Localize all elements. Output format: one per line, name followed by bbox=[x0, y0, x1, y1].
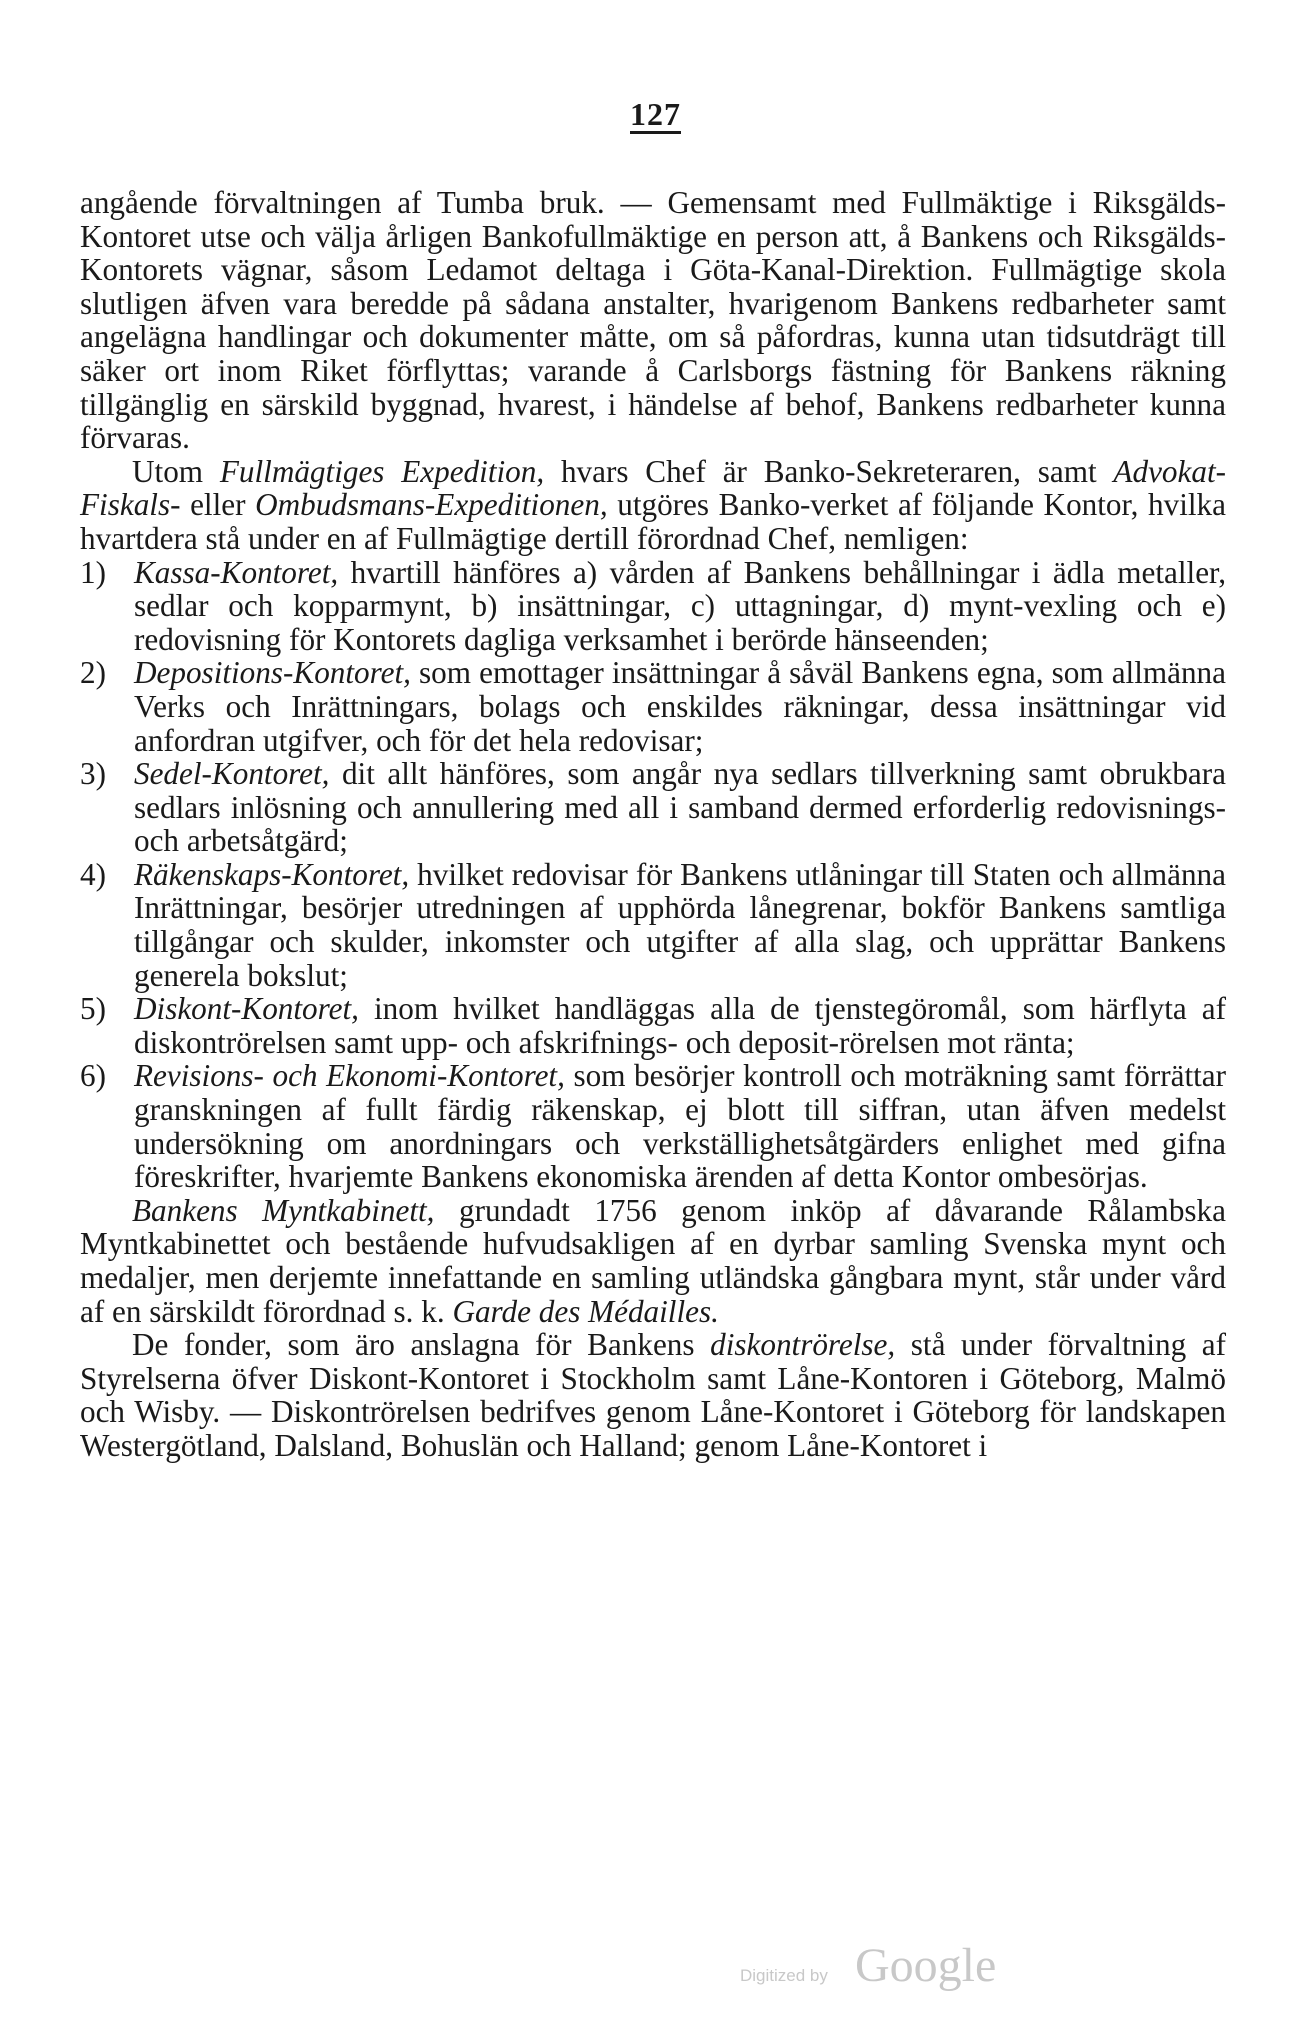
list-item-sedel bbox=[80, 757, 1226, 858]
text-body bbox=[80, 186, 1226, 1463]
google-watermark bbox=[740, 1938, 1040, 1998]
text-run: utgöres Banko-verket af följande Kontor, hvilka hvartdera stå under en af Fullmägtige dertill förordnad Chef, nemligen: bbox=[80, 487, 1226, 556]
text-run: De fonder, som äro anslagna för Bankens bbox=[132, 1327, 711, 1363]
text-run: eller bbox=[180, 487, 256, 523]
list-title: Sedel-Kontoret, bbox=[134, 756, 330, 792]
italic-term: Bankens Myntkabinett, bbox=[132, 1192, 435, 1228]
list-number: 4) bbox=[80, 856, 106, 892]
list-text: hvartill hänföres a) vården af Bankens behållningar i ädla metaller, sedlar och kopparmynt, b) insättningar, c) uttagningar, d) mynt-vexling och e) redovisning för Kontorets dagliga verksamhet i berörde hänseenden; bbox=[134, 554, 1226, 657]
page-number: 127 bbox=[630, 96, 681, 132]
list-item-diskont bbox=[80, 992, 1226, 1059]
list-number: 5) bbox=[80, 991, 106, 1027]
italic-term: diskontrörelse, bbox=[710, 1327, 896, 1363]
list-title: Kassa-Kontoret, bbox=[134, 554, 339, 590]
list-text: dit allt hänföres, som angår nya sedlars tillverkning samt obrukbara sedlars inlösning och annullering med all i samband dermed erforderlig redovisnings- och arbetsåtgärd; bbox=[134, 756, 1226, 859]
italic-term: Fullmägtiges Expedition, bbox=[219, 453, 545, 489]
list-item-kassa bbox=[80, 556, 1226, 657]
list-item-rakenskaps bbox=[80, 858, 1226, 992]
list-title: Depositions-Kontoret, bbox=[134, 655, 411, 691]
text-run: grundadt 1756 genom inköp af dåvarande Rålambska Myntkabinettet och bestående hufvudsakligen af en dyrbar samling Svenska mynt och medaljer, men derjemte innefattande en samling utländska gångbara mynt, står under vård af en särskildt förordnad s. k. bbox=[80, 1192, 1226, 1329]
list-number: 3) bbox=[80, 756, 106, 792]
text-run: stå under förvaltning af Styrelserna öfver Diskont-Kontoret i Stockholm samt Låne-Kontoren i Göteborg, Malmö och Wisby. — Diskontrörelsen bedrifves genom Låne-Kontoret i Göteborg för landskapen Westergötland, Dalsland, Bohuslän och Halland; genom Låne-Kontoret i bbox=[80, 1327, 1227, 1463]
italic-term: Ombudsmans-Expeditionen, bbox=[255, 487, 608, 523]
italic-term: Advokat-Fiskals- bbox=[80, 453, 1226, 523]
paragraph-kontor-intro bbox=[80, 455, 1226, 556]
italic-term: Garde des Médailles. bbox=[452, 1293, 719, 1329]
list-text: hvilket redovisar för Bankens utlåningar till Staten och allmänna Inrättningar, besörjer utredningen af upphörda lånegrenar, bokför Bankens samtliga tillgångar och skulder, inkomster och utgifter af alla slag, och upprättar Bankens generela bokslut; bbox=[134, 856, 1226, 993]
paragraph-myntkabinett bbox=[80, 1194, 1226, 1328]
list-item-revisions bbox=[80, 1059, 1226, 1193]
list-item-depositions bbox=[80, 656, 1226, 757]
list-title: Räkenskaps-Kontoret, bbox=[134, 856, 410, 892]
list-number: 2) bbox=[80, 655, 106, 691]
list-number: 6) bbox=[80, 1058, 106, 1094]
paragraph-fonder bbox=[80, 1328, 1226, 1462]
list-text: som emottager insättningar å såväl Bankens egna, som allmänna Verks och Inrättningars, bolags och enskildes räkningar, dessa insättningar vid anfordran utgifver, och för det hela redovisar; bbox=[134, 655, 1226, 758]
paragraph-tumba: angående förvaltningen af Tumba bruk. — Gemensamt med Fullmäktige i Riksgälds-Kontoret utse och välja årligen Bankofullmäktige en person att, å Bankens och Riksgälds-Kontorets vägnar, såsom Ledamot deltaga i Göta-Kanal-Direktion. Fullmägtige skola slutligen äfven vara beredde på sådana anstalter, hvarigenom Bankens redbarheter samt angelägna handlingar och dokumenter måtte, om så påfordras, kunna utan tidsutdrägt till säker ort inom Riket förflyttas; varande å Carlsborgs fästning för Bankens räkning tillgänglig en särskild byggnad, hvarest, i händelse af behof, Bankens redbarheter kunna förvaras. bbox=[80, 185, 1226, 456]
list-number: 1) bbox=[80, 554, 106, 590]
text-run: Utom bbox=[132, 453, 220, 489]
list-title: Diskont-Kontoret, bbox=[134, 991, 359, 1027]
digitized-by-label: Digitized by bbox=[740, 1966, 828, 1985]
google-logo: Google bbox=[855, 1939, 997, 1992]
list-text: inom hvilket handläggas alla de tjenstegöromål, som härflyta af diskontrörelsen samt upp- och afskrifnings- och deposit-rörelsen mot ränta; bbox=[134, 991, 1226, 1060]
list-title: Revisions- och Ekonomi-Kontoret, bbox=[134, 1058, 565, 1094]
text-run: hvars Chef är Banko-Sekreteraren, samt bbox=[544, 453, 1114, 489]
list-text: som besörjer kontroll och moträkning samt förrättar granskningen af fullt färdig räkenskap, ej blott till siffran, utan äfven medelst undersökning om anordningars och verkställighetsåtgärders enlighet med gifna föreskrifter, hvarjemte Bankens ekonomiska ärenden af detta Kontor ombesörjas. bbox=[134, 1058, 1226, 1195]
